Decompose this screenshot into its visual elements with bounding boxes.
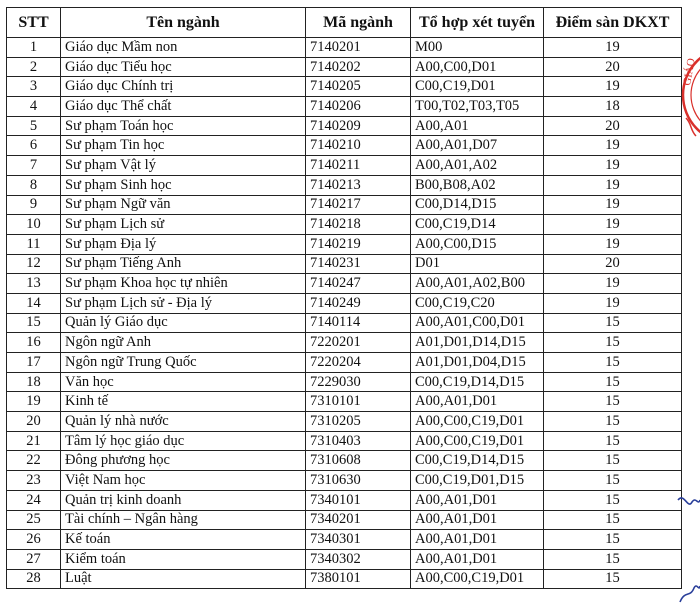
cell-minimum-score: 19	[544, 293, 682, 313]
cell-major-name: Đông phương học	[61, 451, 306, 471]
cell-major-code: 7140213	[306, 175, 411, 195]
cell-minimum-score: 15	[544, 392, 682, 412]
cell-major-name: Sư phạm Sinh học	[61, 175, 306, 195]
cell-subject-combination: A00,A01,D07	[411, 136, 544, 156]
cell-subject-combination: A00,C00,C19,D01	[411, 431, 544, 451]
cell-minimum-score: 15	[544, 353, 682, 373]
cell-subject-combination: A00,A01,D01	[411, 490, 544, 510]
cell-minimum-score: 15	[544, 549, 682, 569]
cell-major-code: 7310205	[306, 412, 411, 432]
cell-major-name: Quản lý Giáo dục	[61, 313, 306, 333]
cell-minimum-score: 19	[544, 175, 682, 195]
seal-text: GIÁO	[681, 57, 698, 87]
cell-stt: 6	[7, 136, 61, 156]
cell-major-code: 7229030	[306, 372, 411, 392]
cell-major-code: 7340302	[306, 549, 411, 569]
cell-subject-combination: A00,A01,A02	[411, 156, 544, 176]
cell-subject-combination: C00,C19,D14,D15	[411, 451, 544, 471]
cell-major-code: 7140211	[306, 156, 411, 176]
cell-stt: 8	[7, 175, 61, 195]
cell-major-code: 7220201	[306, 333, 411, 353]
cell-stt: 3	[7, 77, 61, 97]
cell-major-name: Kiểm toán	[61, 549, 306, 569]
cell-major-name: Tâm lý học giáo dục	[61, 431, 306, 451]
cell-minimum-score: 19	[544, 38, 682, 58]
table-row	[7, 471, 682, 491]
table-header-row	[7, 8, 682, 38]
cell-stt: 19	[7, 392, 61, 412]
table-row	[7, 412, 682, 432]
cell-major-name: Giáo dục Mầm non	[61, 38, 306, 58]
cell-stt: 16	[7, 333, 61, 353]
cell-subject-combination: C00,C19,D01,D15	[411, 471, 544, 491]
cell-stt: 17	[7, 353, 61, 373]
cell-stt: 22	[7, 451, 61, 471]
cell-stt: 7	[7, 156, 61, 176]
signature-stroke-lower	[680, 586, 700, 602]
header-stt: STT	[7, 8, 61, 38]
cell-major-name: Việt Nam học	[61, 471, 306, 491]
table-row	[7, 156, 682, 176]
cell-stt: 12	[7, 254, 61, 274]
cell-major-name: Sư phạm Toán học	[61, 116, 306, 136]
cell-subject-combination: C00,C19,D01	[411, 77, 544, 97]
table-row	[7, 77, 682, 97]
cell-major-code: 7310608	[306, 451, 411, 471]
cell-major-name: Quản trị kinh doanh	[61, 490, 306, 510]
cell-major-name: Văn học	[61, 372, 306, 392]
cell-major-code: 7380101	[306, 569, 411, 589]
table-row	[7, 136, 682, 156]
cell-major-name: Sư phạm Khoa học tự nhiên	[61, 274, 306, 294]
cell-stt: 27	[7, 549, 61, 569]
cell-minimum-score: 19	[544, 195, 682, 215]
cell-minimum-score: 19	[544, 215, 682, 235]
cell-major-name: Kinh tế	[61, 392, 306, 412]
table-row	[7, 234, 682, 254]
cell-minimum-score: 20	[544, 116, 682, 136]
cell-stt: 2	[7, 57, 61, 77]
admissions-table	[6, 7, 682, 589]
table-row	[7, 175, 682, 195]
cell-minimum-score: 15	[544, 569, 682, 589]
cell-major-code: 7140210	[306, 136, 411, 156]
cell-stt: 4	[7, 97, 61, 117]
cell-subject-combination: A01,D01,D04,D15	[411, 353, 544, 373]
cell-stt: 20	[7, 412, 61, 432]
cell-subject-combination: A00,C00,D01	[411, 57, 544, 77]
cell-major-name: Sư phạm Vật lý	[61, 156, 306, 176]
cell-minimum-score: 15	[544, 451, 682, 471]
cell-stt: 14	[7, 293, 61, 313]
cell-major-name: Sư phạm Tiếng Anh	[61, 254, 306, 274]
cell-major-name: Giáo dục Thể chất	[61, 97, 306, 117]
table-row	[7, 195, 682, 215]
cell-subject-combination: A00,C00,C19,D01	[411, 412, 544, 432]
cell-major-code: 7310403	[306, 431, 411, 451]
cell-stt: 28	[7, 569, 61, 589]
table-row	[7, 431, 682, 451]
cell-stt: 15	[7, 313, 61, 333]
cell-minimum-score: 19	[544, 77, 682, 97]
cell-major-code: 7140205	[306, 77, 411, 97]
table-row	[7, 510, 682, 530]
cell-stt: 24	[7, 490, 61, 510]
seal-outer-ring	[683, 47, 700, 143]
cell-major-name: Luật	[61, 569, 306, 589]
cell-subject-combination: M00	[411, 38, 544, 58]
cell-subject-combination: T00,T02,T03,T05	[411, 97, 544, 117]
cell-minimum-score: 15	[544, 431, 682, 451]
cell-stt: 18	[7, 372, 61, 392]
cell-stt: 10	[7, 215, 61, 235]
cell-stt: 9	[7, 195, 61, 215]
cell-minimum-score: 15	[544, 471, 682, 491]
cell-stt: 1	[7, 38, 61, 58]
cell-major-name: Ngôn ngữ Trung Quốc	[61, 353, 306, 373]
cell-minimum-score: 19	[544, 136, 682, 156]
table-row	[7, 116, 682, 136]
cell-minimum-score: 15	[544, 333, 682, 353]
cell-major-code: 7220204	[306, 353, 411, 373]
cell-major-name: Sư phạm Tin học	[61, 136, 306, 156]
cell-major-code: 7140209	[306, 116, 411, 136]
cell-subject-combination: C00,C19,D14,D15	[411, 372, 544, 392]
table-body	[7, 38, 682, 589]
cell-major-name: Giáo dục Chính trị	[61, 77, 306, 97]
cell-major-name: Tài chính – Ngân hàng	[61, 510, 306, 530]
cell-stt: 26	[7, 530, 61, 550]
cell-major-code: 7140218	[306, 215, 411, 235]
cell-major-code: 7140201	[306, 38, 411, 58]
header-subject-combination: Tổ hợp xét tuyển	[411, 8, 544, 38]
cell-minimum-score: 20	[544, 57, 682, 77]
cell-minimum-score: 20	[544, 254, 682, 274]
cell-minimum-score: 15	[544, 313, 682, 333]
cell-major-name: Sư phạm Lịch sử	[61, 215, 306, 235]
cell-minimum-score: 15	[544, 510, 682, 530]
cell-major-name: Quản lý nhà nước	[61, 412, 306, 432]
cell-major-name: Ngôn ngữ Anh	[61, 333, 306, 353]
cell-major-code: 7140249	[306, 293, 411, 313]
cell-major-code: 7310630	[306, 471, 411, 491]
table-row	[7, 392, 682, 412]
cell-subject-combination: A00,A01,A02,B00	[411, 274, 544, 294]
cell-subject-combination: C00,D14,D15	[411, 195, 544, 215]
cell-major-code: 7140206	[306, 97, 411, 117]
table-row	[7, 569, 682, 589]
cell-subject-combination: A00,C00,D15	[411, 234, 544, 254]
table-row	[7, 333, 682, 353]
cell-stt: 23	[7, 471, 61, 491]
cell-stt: 21	[7, 431, 61, 451]
cell-minimum-score: 19	[544, 156, 682, 176]
cell-major-code: 7140217	[306, 195, 411, 215]
table-row	[7, 57, 682, 77]
cell-minimum-score: 15	[544, 412, 682, 432]
cell-minimum-score: 15	[544, 530, 682, 550]
cell-subject-combination: A00,A01	[411, 116, 544, 136]
cell-major-code: 7340301	[306, 530, 411, 550]
table-row	[7, 254, 682, 274]
cell-minimum-score: 19	[544, 274, 682, 294]
table-row	[7, 313, 682, 333]
header-major-code: Mã ngành	[306, 8, 411, 38]
cell-subject-combination: C00,C19,C20	[411, 293, 544, 313]
cell-major-code: 7340201	[306, 510, 411, 530]
table-row	[7, 215, 682, 235]
cell-subject-combination: A00,A01,D01	[411, 510, 544, 530]
cell-stt: 25	[7, 510, 61, 530]
cell-subject-combination: B00,B08,A02	[411, 175, 544, 195]
table-row	[7, 490, 682, 510]
cell-subject-combination: D01	[411, 254, 544, 274]
cell-major-name: Sư phạm Địa lý	[61, 234, 306, 254]
cell-subject-combination: A00,A01,D01	[411, 549, 544, 569]
cell-minimum-score: 15	[544, 372, 682, 392]
cell-subject-combination: A00,A01,C00,D01	[411, 313, 544, 333]
cell-subject-combination: C00,C19,D14	[411, 215, 544, 235]
table-row	[7, 274, 682, 294]
table-row	[7, 530, 682, 550]
cell-major-code: 7140202	[306, 57, 411, 77]
table-row	[7, 38, 682, 58]
table-row	[7, 353, 682, 373]
cell-major-code: 7340101	[306, 490, 411, 510]
cell-major-name: Kế toán	[61, 530, 306, 550]
cell-major-name: Sư phạm Ngữ văn	[61, 195, 306, 215]
table-row	[7, 293, 682, 313]
cell-subject-combination: A00,C00,C19,D01	[411, 569, 544, 589]
seal-mark	[686, 118, 696, 136]
cell-major-name: Sư phạm Lịch sử - Địa lý	[61, 293, 306, 313]
cell-major-code: 7140231	[306, 254, 411, 274]
cell-stt: 5	[7, 116, 61, 136]
cell-major-code: 7310101	[306, 392, 411, 412]
cell-stt: 11	[7, 234, 61, 254]
cell-subject-combination: A01,D01,D14,D15	[411, 333, 544, 353]
seal-inner-ring	[691, 55, 700, 135]
cell-stt: 13	[7, 274, 61, 294]
table-row	[7, 451, 682, 471]
cell-minimum-score: 19	[544, 234, 682, 254]
table-row	[7, 372, 682, 392]
header-major-name: Tên ngành	[61, 8, 306, 38]
cell-major-code: 7140219	[306, 234, 411, 254]
cell-minimum-score: 18	[544, 97, 682, 117]
cell-minimum-score: 15	[544, 490, 682, 510]
cell-major-name: Giáo dục Tiểu học	[61, 57, 306, 77]
cell-subject-combination: A00,A01,D01	[411, 392, 544, 412]
cell-subject-combination: A00,A01,D01	[411, 530, 544, 550]
table-row	[7, 549, 682, 569]
cell-major-code: 7140247	[306, 274, 411, 294]
cell-major-code: 7140114	[306, 313, 411, 333]
table-row	[7, 97, 682, 117]
header-minimum-score: Điểm sàn DKXT	[544, 8, 682, 38]
